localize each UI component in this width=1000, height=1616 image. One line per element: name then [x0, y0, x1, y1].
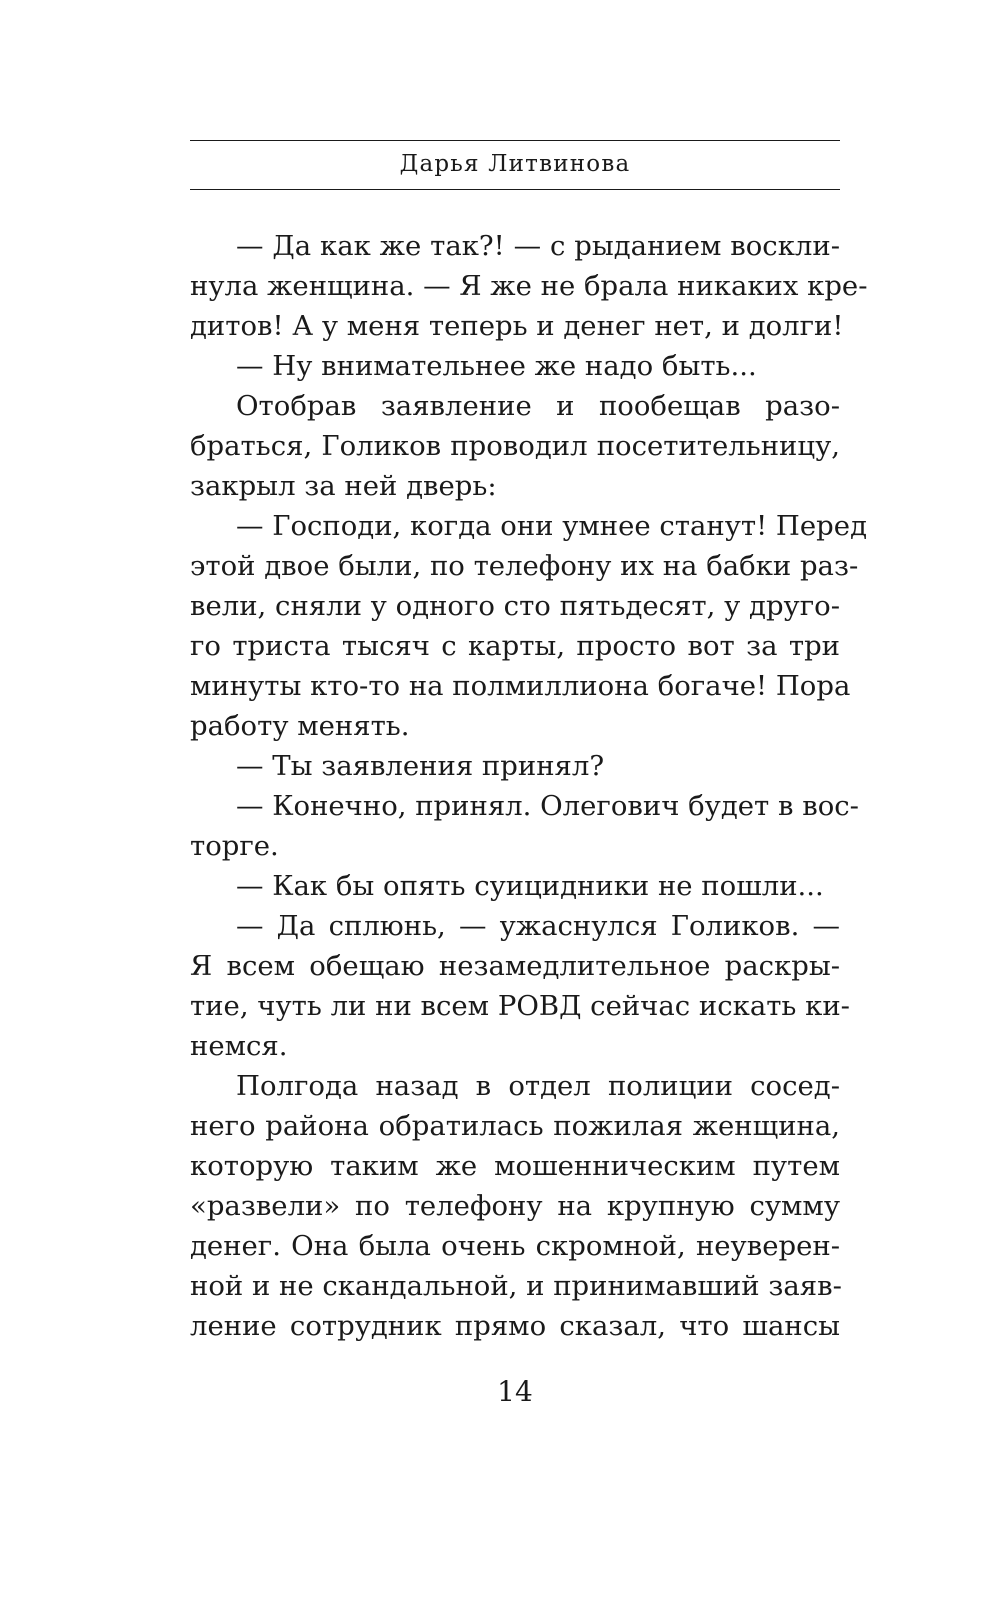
text-line: ление сотрудник прямо сказал, что шансы	[190, 1310, 840, 1342]
text-line: тие, чуть ли ни всем РОВД сейчас искать ки-	[190, 990, 850, 1022]
text-line: — Конечно, принял. Олегович будет в вос-	[236, 790, 859, 822]
text-line: нула женщина. — Я же не брала никаких кре-	[190, 270, 868, 302]
text-line: «развели» по телефону на крупную сумму	[190, 1190, 840, 1222]
text-line: ной и не скандальной, и принимавший заяв-	[190, 1270, 842, 1302]
text-line: — Как бы опять суицидники не пошли...	[236, 870, 824, 902]
body-text	[190, 226, 868, 1346]
text-line: Я всем обещаю незамедлительное раскры-	[190, 950, 840, 982]
text-line: него района обратилась пожилая женщина,	[190, 1110, 840, 1142]
text-line: Отобрав заявление и пообещав разо-	[236, 390, 840, 422]
text-line: — Ты заявления принял?	[236, 750, 605, 782]
text-line: — Господи, когда они умнее станут! Перед	[236, 510, 867, 542]
text-line: закрыл за ней дверь:	[190, 470, 497, 502]
text-line: — Да сплюнь, — ужаснулся Голиков. —	[236, 910, 840, 942]
page-number: 14	[497, 1375, 533, 1408]
text-line: работу менять.	[190, 710, 410, 742]
text-line: минуты кто-то на полмиллиона богаче! Пора	[190, 670, 851, 702]
text-line: денег. Она была очень скромной, неуверен-	[190, 1230, 840, 1262]
running-head	[190, 140, 840, 190]
text-line: Полгода назад в отдел полиции сосед-	[236, 1070, 840, 1102]
text-line: браться, Голиков проводил посетительницу,	[190, 430, 840, 462]
text-line: — Да как же так?! — с рыданием воскли-	[236, 230, 840, 262]
text-line: немся.	[190, 1030, 288, 1062]
text-line: дитов! А у меня теперь и денег нет, и долги!	[190, 310, 844, 342]
text-line: — Ну внимательнее же надо быть...	[236, 350, 757, 382]
text-line: торге.	[190, 830, 279, 862]
text-line: которую таким же мошенническим путем	[190, 1150, 840, 1182]
text-line: этой двое были, по телефону их на бабки раз-	[190, 550, 859, 582]
author-name: Дарья Литвинова	[399, 151, 631, 177]
text-line: го триста тысяч с карты, просто вот за три	[190, 630, 840, 662]
text-line: вели, сняли у одного сто пятьдесят, у друго-	[190, 590, 840, 622]
